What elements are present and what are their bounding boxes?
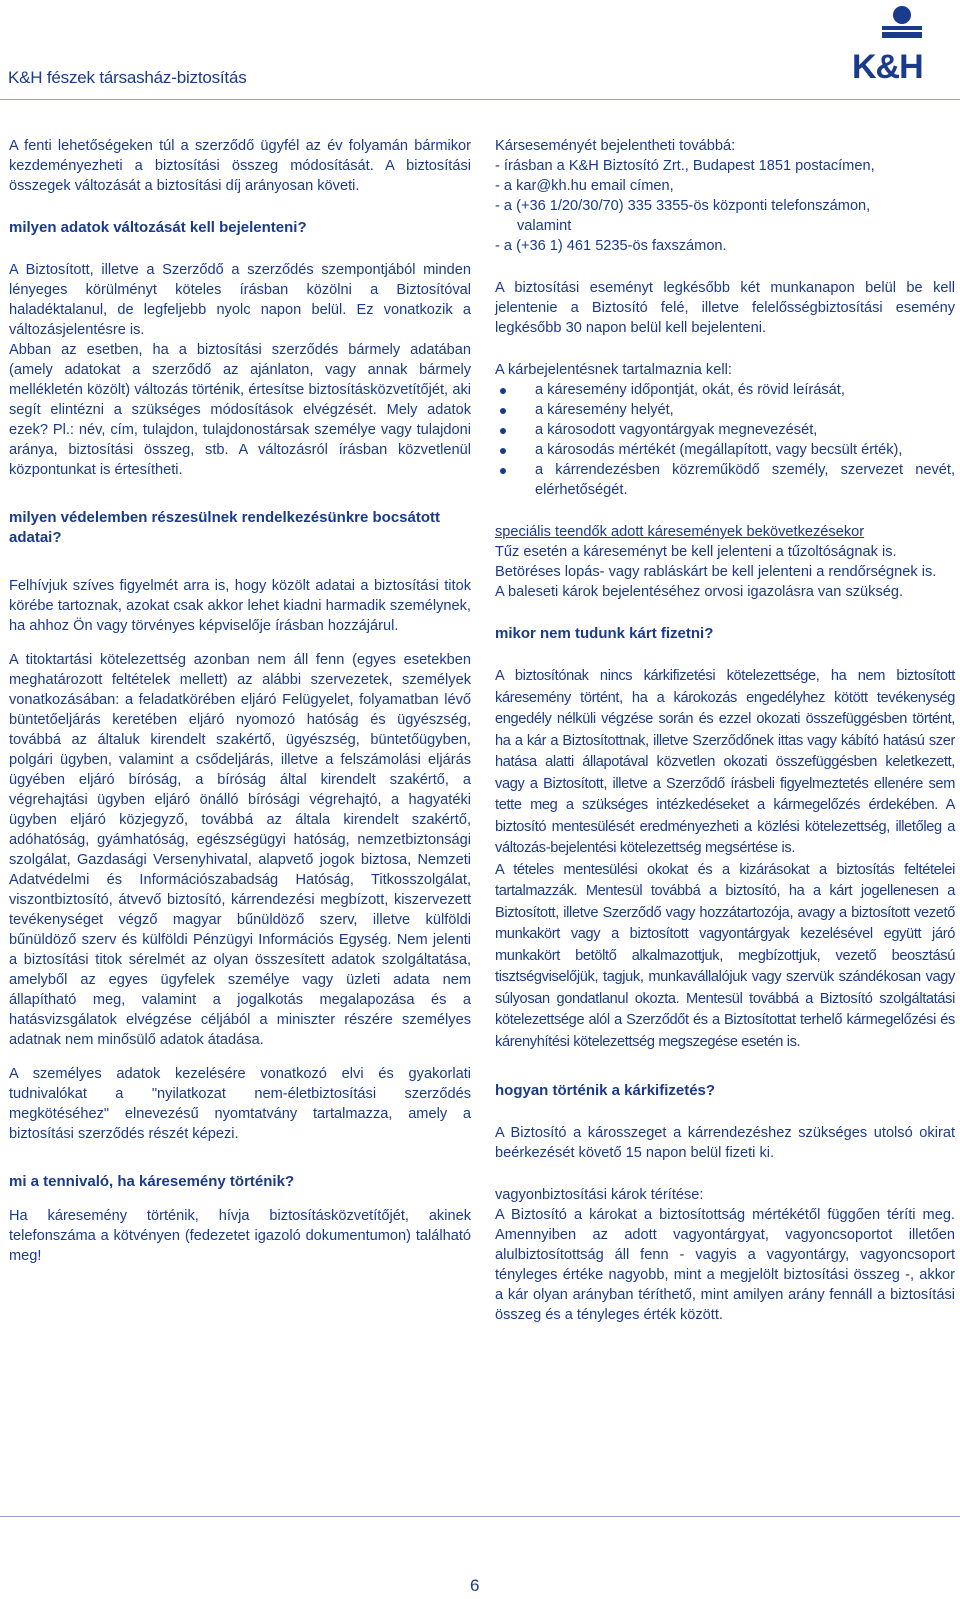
list-item: a káresemény helyét, — [495, 400, 955, 420]
paragraph-reporting-deadline: A biztosítási eseményt legkésőbb két munkanapon belül be kell jelentenie a Biztosító felé, illetve felelősségbiztosítási esemény legkésőbb 30 napon belül kell bejelenteni. — [495, 280, 955, 336]
claim-content-list — [495, 380, 955, 500]
contact-intro: Kárseseményét bejelentheti továbbá: — [495, 138, 736, 154]
heading-payment-process: hogyan történik a kárkifizetés? — [495, 1082, 716, 1099]
paragraph-call-broker: Ha káresemény történik, hívja biztosításközvetítőjét, akinek telefonszáma a kötvényen (fedezetet igazoló dokumentumon) található meg! — [9, 1208, 471, 1264]
contact-fax: - a (+36 1) 461 5235-ös faxszámon. — [495, 238, 727, 254]
bullet-icon — [500, 408, 506, 414]
contact-postal: - írásban a K&H Biztosító Zrt., Budapest 1851 postacímen, — [495, 158, 875, 174]
paragraph-no-payment: A biztosítónak nincs kárkifizetési kötelezettsége, ha nem biztosított káresemény történt, ha a károkozás engedélyhez kötött tevékenység engedély nélküli végzése során és ezzel okozati összefüggésben történt, ha a kár a Biztosítottnak, illetve Szerződőnek ittas vagy kábító hatású szer hatása alatti állapotával közvetlen okozati összefüggésben keletkezett, vagy a Biztosított, illetve a Szerződő írásbeli figyelmeztetés ellenére sem tette meg a szükséges intézkedéseket a kármegelőzés érdekében. A biztosító mentesülését eredményezheti a közlési kötelezettség, illetőleg a változás-bejelentési kötelezettség megsértése is. — [495, 668, 955, 856]
special-accident: A baleseti károk bejelentéséhez orvosi igazolásra van szükség. — [495, 584, 904, 600]
header-divider — [0, 99, 960, 100]
paragraph-insurance-amount: A fenti lehetőségeken túl a szerződő ügyfél az év folyamán bármikor kezdeményezheti a biztosítási összeg módosítását. A biztosítási összegek változását a biztosítási díj arányosan követi. — [9, 138, 471, 194]
heading-data-changes: milyen adatok változását kell bejelenteni? — [9, 219, 307, 236]
contact-email: - a kar@kh.hu email címen, — [495, 178, 674, 194]
right-column — [495, 136, 955, 1325]
special-theft: Betöréses lopás- vagy rabláskárt be kell jelenteni a rendőrségnek is. — [495, 564, 937, 580]
paragraph-data-change: Abban az esetben, ha a biztosítási szerződés bármely adatában (amely adatokat a szerződő az ajánlaton, vagy annak bármely mellékletén közölt) változás történik, értesítse biztosításközvetítőjét, aki segít elintézni a szükséges módosítások elvégzését. Mely adatok ezek? Pl.: név, cím, tulajdon, tulajdonostársak személye vagy tulajdoni aránya, biztosítási összeg, stb. A változásról írásban közvetlenül központunkat is értesítheti. — [9, 342, 471, 478]
document-title: K&H fészek társasház-biztosítás — [8, 68, 247, 87]
list-item: a károsodott vagyontárgyak megnevezését, — [495, 420, 955, 440]
paragraph-secrecy: Felhívjuk szíves figyelmét arra is, hogy közölt adatai a biztosítási titok körébe tartoznak, azokat csak akkor lehet kiadni harmadik személynek, ha ahhoz Ön vagy törvényes képviselője írásban hozzájárul. — [9, 578, 471, 634]
list-item: a károsodás mértékét (megállapított, vagy becsült érték), — [495, 440, 955, 460]
paragraph-exemptions: A tételes mentesülési okokat és a kizárásokat a biztosítás feltételei tartalmazzák. Mentesül továbbá a biztosító, ha a kárt jogellenesen a Biztosított, illetve Szerződő vagy hozzátartozója, avagy a biztosított vezető munkakört vagy a biztosított vagyontárgyak kezelésével együtt járó munkakört betöltő alkalmazottjuk, megbízottjuk, vezető beosztású tisztségviselőjük, tagjuk, munkavállalójuk vagy szervük szándékosan vagy súlyosan gondatlanul okozta. Mentesül továbbá a Biztosító szolgáltatási kötelezettsége alól a Szerződőt és a Biztosítottat terhelő kármegelőzési és kárenyhítési kötelezettség megszegése esetén is. — [495, 861, 955, 1050]
heading-special-tasks: speciális teendők adott káresemények bekövetkezésekor — [495, 524, 865, 540]
heading-no-payment: mikor nem tudunk kárt fizetni? — [495, 625, 714, 642]
page-number: 6 — [470, 1576, 480, 1595]
paragraph-property-claims: A Biztosító a károkat a biztosítottság mértékétől függően téríti meg. Amennyiben az adott vagyontárgyat, vagyoncsoportot illetően alulbiztosítottság áll fenn - vagyis a vagyontárgy, vagyoncsoport tényleges értéke nagyobb, mint a megjelölt biztosítási összeg -, akkor a kár olyan arányban téríthető, mint amilyen arány fennáll a biztosítási összeg és a tényleges érték között. — [495, 1207, 955, 1323]
footer-divider — [0, 1516, 960, 1517]
subheading-property-claims: vagyonbiztosítási károk térítése: — [495, 1187, 704, 1203]
bullet-icon — [500, 388, 506, 394]
list-item: a kárrendezésben közreműködő személy, szervezet nevét, elérhetőségét. — [495, 460, 955, 500]
contact-valamint: valamint — [517, 218, 572, 234]
kh-logo-text: K&H — [852, 48, 923, 86]
bullet-icon — [500, 468, 506, 474]
heading-data-protection: milyen védelemben részesülnek rendelkezésünkre bocsátott adatai? — [9, 509, 441, 546]
left-column — [9, 136, 471, 1266]
paragraph-payment-deadline: A Biztosító a károsszeget a kárrendezéshez szükséges utolsó okirat beérkezését követő 15 napon belül fizeti ki. — [495, 1125, 955, 1161]
special-fire: Tűz esetén a káreseményt be kell jelenteni a tűzoltóságnak is. — [495, 544, 897, 560]
heading-claim-steps: mi a tennivaló, ha káresemény történik? — [9, 1173, 295, 1190]
kh-logo-mark-icon — [882, 4, 922, 44]
paragraph-reporting-duty: A Biztosított, illetve a Szerződő a szerződés szempontjából minden lényeges körülményt köteles írásban közölni a Biztosítóval haladéktalanul, de legfeljebb nyolc napon belül. Ez vonatkozik a változásjelentésre is. — [9, 262, 471, 338]
bullet-icon — [500, 448, 506, 454]
claim-content-intro: A kárbejelentésnek tartalmaznia kell: — [495, 362, 732, 378]
bullet-icon — [500, 428, 506, 434]
contact-phone: - a (+36 1/20/30/70) 335 3355-ös központi telefonszámon, — [495, 198, 871, 214]
kh-logo — [852, 4, 956, 84]
paragraph-secrecy-exceptions: A titoktartási kötelezettség azonban nem áll fenn (egyes esetekben meghatározott feltételek mellett) az alábbi szervezetek, személyek vonatkozásában: a feladatkörében eljáró Felügyelet, folyamatban lévő büntetőeljárás keretében eljáró nyomozó hatóság és ügyészség, továbbá az általuk kirendelt szakértő, ügyészség, büntetőügyben, polgári ügyben, valamint a csődeljárás, illetve a felszámolási eljárás ügyében eljáró bíróság, a bíróság által kirendelt szakértő, a végrehajtási ügyben eljáró önálló bírósági végrehajtó, a hagyatéki ügyben eljáró közjegyző, továbbá az általa kirendelt szakértő, adóhatóság, gyámhatóság, egészségügyi hatóság, nemzetbiztonsági szolgálat, Gazdasági Versenyhivatal, alapvető jogok biztosa, Nemzeti Adatvédelmi és Információszabadság Hatóság, Titkosszolgálat, viszontbiztosító, átvevő biztosító, kárrendezési megbízott, kiszervezett tevékenységet végző magyar bűnüldöző szerv, illetve külföldi bűnüldöző szerv és külföldi Pénzügyi Információs Egység. Nem jelenti a biztosítási titok sérelmét az olyan összesített adatok szolgáltatása, amelyből az egyes ügyfelek személye vagy üzleti adata nem állapítható meg, valamint a jogalkotás megalapozása és a hatásvizsgálatok elvégzése céljából a miniszter részére személyes adatnak nem minősülő adatok átadása. — [9, 652, 471, 1048]
list-item: a káresemény időpontját, okát, és rövid leírását, — [495, 380, 955, 400]
paragraph-personal-data: A személyes adatok kezelésére vonatkozó elvi és gyakorlati tudnivalókat a "nyilatkozat nem-életbiztosítási szerződés megkötéséhez" elnevezésű nyomtatvány tartalmazza, amely a biztosítási szerződés részét képezi. — [9, 1066, 471, 1142]
